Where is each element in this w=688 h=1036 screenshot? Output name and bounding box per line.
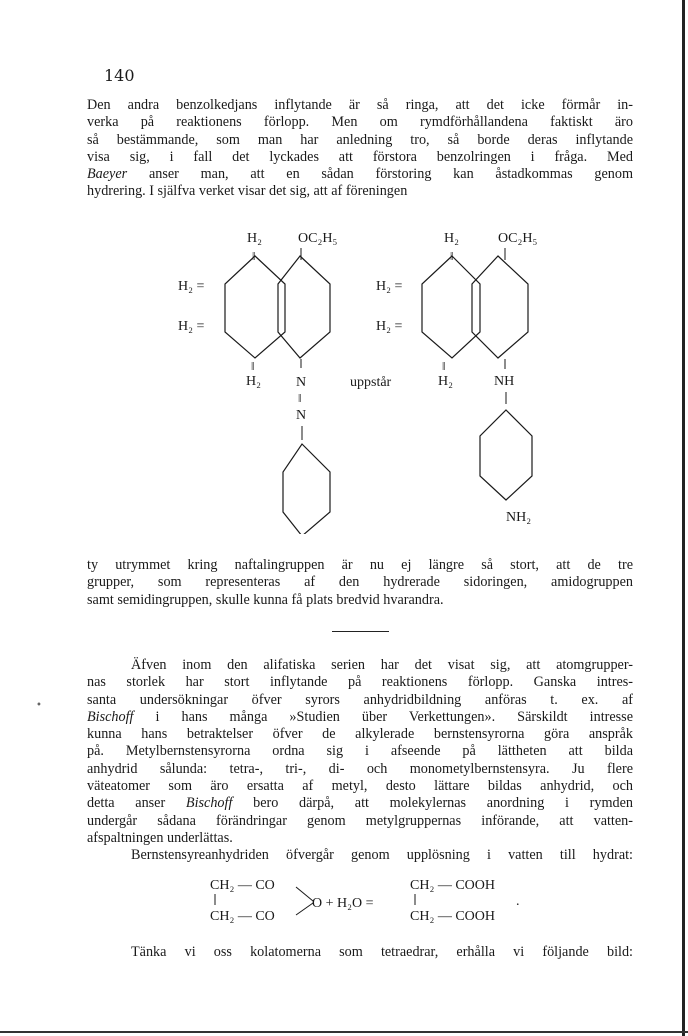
paragraph3-line: på. Metylbernstensyrorna ordna sig i afseende på lättheten att bilda (87, 743, 633, 760)
text-run: detta anser (87, 795, 186, 812)
paragraph2-line: samt semidingruppen, skulle kunna få plats bredvid hvarandra. (87, 591, 444, 608)
paragraph3-line: Äfven inom den alifatiska serien har det visat sig, att atomgrupper- (131, 657, 633, 673)
paragraph-3 (87, 657, 633, 865)
eq-ch2-top-left: CH₂ — CO (210, 878, 275, 893)
right-double-bond-top: ‖ (450, 249, 454, 263)
left-n2: N (296, 408, 307, 423)
paragraph-2 (87, 557, 633, 609)
left-benzene (283, 444, 330, 534)
right-benzene (480, 410, 532, 500)
right-h2-side2: H₂ = (376, 319, 403, 334)
eq-o-bond-bottom (296, 903, 313, 915)
left-h2-bottom: H₂ (246, 374, 261, 389)
author-name: Baeyer (87, 166, 128, 183)
paragraph1-line: verka på reaktionens förlopp. Men om rymdförhållandena faktiskt äro (87, 114, 633, 131)
eq-ch2-bottom-left: CH₂ — CO (210, 909, 275, 924)
naphthalene-structure-figure (160, 214, 580, 534)
paragraph3-line: nas storlek har stort inflytande på reaktionens förlopp. Ganska intres- (87, 674, 633, 691)
page-edge-bottom (0, 1031, 688, 1033)
eq-ch2-bottom-right: CH₂ — COOH (410, 909, 495, 924)
paragraph4-line: Tänka vi oss kolatomerna som tetraedrar, erhålla vi följande bild: (131, 944, 633, 960)
paragraph1-line (87, 166, 633, 183)
right-h2-top: H₂ (444, 231, 459, 246)
margin-mark: • (36, 700, 42, 711)
section-separator (332, 631, 389, 632)
text-run: bero därpå, att molekylernas anordning i rymden (232, 795, 633, 812)
paragraph3-line: väteatomer som äro ersatta af metyl, desto lättare bildas anhydrid, och (87, 778, 633, 795)
paragraph1-line: hydrering. I själfva verket visar det sig, att af föreningen (87, 183, 408, 200)
paragraph3-line: afspaltningen underlättas. (87, 829, 233, 846)
paragraph2-line: grupper, som representeras af den hydrerade sidoringen, amidogruppen (87, 574, 633, 591)
left-naphthalene (225, 256, 330, 358)
paragraph3-line: santa undersökningar öfver syrors anhydridbildning anföras t. ex. af (87, 691, 633, 708)
text-run: anser man, att en sådan förstoring kan åstadkommas genom (127, 166, 633, 183)
paragraph3-line (87, 795, 633, 812)
paragraph1-line: visa sig, i fall det lyckades att förstora benzolringen i fråga. Med (87, 148, 633, 165)
left-n1: N (296, 375, 307, 390)
page-edge-right (682, 0, 685, 1036)
left-h2-side2: H₂ = (178, 319, 205, 334)
paragraph1-line: Den andra benzolkedjans inflytande är så ringa, att det icke förmår in- (87, 97, 633, 113)
left-h2-top: H₂ (247, 231, 262, 246)
paragraph3-line: Bernstensyreanhydriden öfvergår genom upplösning i vatten till hydrat: (131, 847, 633, 864)
left-oc2h5: OC₂H₅ (298, 231, 338, 246)
paragraph-4 (87, 944, 633, 961)
eq-ch2-top-right: CH₂ — COOH (410, 878, 495, 893)
right-h2-bottom: H₂ (438, 374, 453, 389)
middle-word: uppstår (350, 375, 392, 390)
eq-o-bond-top (296, 887, 313, 901)
left-h2-side1: H₂ = (178, 279, 205, 294)
paragraph1-line: så bestämmande, som man har anledning tro, så borde deras inflytande (87, 131, 633, 148)
paragraph3-line (87, 709, 633, 726)
paragraph-1 (87, 97, 633, 201)
left-double-bond-bottom: ‖ (251, 359, 255, 373)
author-name: Bischoff (87, 708, 134, 725)
left-n-double: ‖ (298, 391, 302, 405)
eq-end: . (516, 894, 520, 909)
hydration-equation (200, 875, 520, 935)
author-name: Bischoff (185, 795, 233, 812)
eq-middle: O + H₂O = (312, 896, 374, 911)
text-run: i hans många »Studien über Verkettungen». Särskildt intresse (133, 708, 633, 725)
right-nh2: NH₂ (506, 510, 532, 525)
paragraph3-line: undergår sådana förändringar genom metylgruppernas införande, att vatten- (87, 812, 633, 829)
right-nh: NH (494, 374, 515, 389)
right-double-bond-bottom: ‖ (442, 359, 446, 373)
paragraph3-line: anhydrid sålunda: tetra-, tri-, di- och monometylbernstensyra. Ju flere (87, 760, 633, 777)
right-h2-side1: H₂ = (376, 279, 403, 294)
right-oc2h5: OC₂H₅ (498, 231, 538, 246)
left-double-bond-top: ‖ (252, 249, 256, 263)
right-naphthalene (422, 256, 528, 358)
paragraph2-line: ty utrymmet kring naftalingruppen är nu ej längre så stort, att de tre (87, 557, 633, 573)
paragraph3-line: kunna hans betraktelser öfver de alkylerade bernstensyrorna göra anspråk (87, 726, 633, 743)
page-number: 140 (104, 66, 135, 85)
